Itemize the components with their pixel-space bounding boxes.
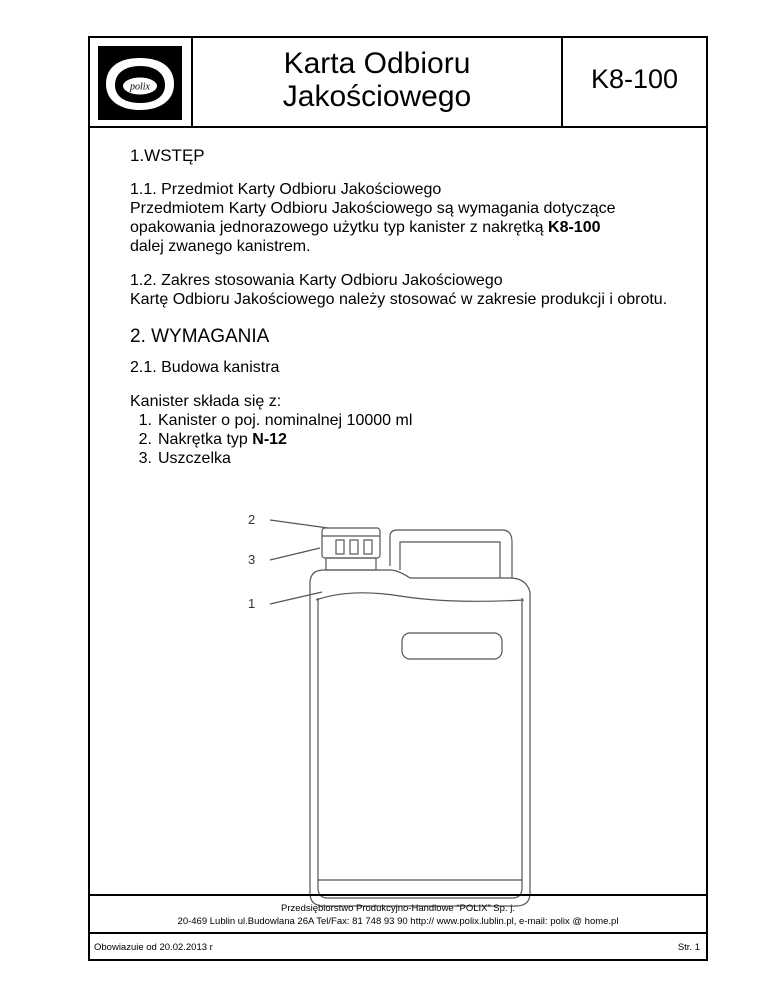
list-item xyxy=(130,449,690,468)
valid-from: Obowiazuie od 20.02.2013 r xyxy=(94,942,213,953)
component-list xyxy=(130,411,690,468)
canister-drawing xyxy=(240,508,630,908)
polix-logo xyxy=(98,46,182,120)
section1-2-title: 1.2. Zakres stosowania Karty Odbioru Jakościowego xyxy=(130,272,503,289)
company-footer xyxy=(90,894,706,934)
section1-1-title: 1.1. Przedmiot Karty Odbioru Jakościowego xyxy=(130,181,442,198)
list-item-number: 1. xyxy=(138,412,152,429)
company-name: Przedsiębiorstwo Produkcyjno-Handlowe “POLIX” Sp. j. xyxy=(281,903,515,914)
list-item-text: Kanister o poj. nominalnej 10000 ml xyxy=(158,412,413,429)
title-cell xyxy=(193,38,563,128)
callout-3: 3 xyxy=(248,552,256,567)
section1-1 xyxy=(130,180,690,256)
section1-1-text-a: Przedmiotem Karty Odbioru Jakościowego są wymagania dotyczące opakowania jednorazowego użytku typ kanister z nakrętką xyxy=(130,200,616,236)
section1-2 xyxy=(130,271,690,309)
list-intro: Kanister składa się z: xyxy=(130,393,282,410)
section2-1-title: 2.1. Budowa kanistra xyxy=(130,359,280,376)
logo-cell xyxy=(90,38,193,128)
section1-heading: 1.WSTĘP xyxy=(130,146,205,165)
callout-1: 1 xyxy=(248,596,256,611)
list-item-number: 3. xyxy=(138,450,152,467)
product-code-bold: K8-100 xyxy=(548,219,601,236)
list-item xyxy=(130,411,690,430)
svg-text:polix: polix xyxy=(130,81,150,93)
document-title-line1: Karta Odbioru xyxy=(283,47,471,80)
list-item-bold: N-12 xyxy=(252,431,287,448)
list-item-text: Nakrętka typ xyxy=(158,431,253,448)
section1-2-text: Kartę Odbioru Jakościowego należy stosować w zakresie produkcji i obrotu. xyxy=(130,291,668,308)
section1-1-text xyxy=(130,199,690,237)
content xyxy=(130,146,690,468)
list-item xyxy=(130,430,690,449)
document-title-line2: Jakościowego xyxy=(282,80,472,113)
document-frame xyxy=(88,36,708,961)
page-number: Str. 1 xyxy=(677,942,700,953)
header-table xyxy=(90,38,706,128)
list-item-number: 2. xyxy=(138,431,152,448)
list-item-text: Uszczelka xyxy=(158,450,231,467)
code-cell xyxy=(563,38,706,128)
bottom-bar xyxy=(90,934,706,961)
callout-2: 2 xyxy=(248,512,256,527)
section1-1-text-b: dalej zwanego kanistrem. xyxy=(130,238,311,255)
document-code: K8-100 xyxy=(590,64,679,94)
company-contact: 20-469 Lublin ul.Budowlana 26A Tel/Fax: 81 748 93 90 http:// www.polix.lublin.pl, e-mail: polix @ home.pl xyxy=(177,916,619,927)
section2-heading: 2. WYMAGANIA xyxy=(130,326,270,347)
